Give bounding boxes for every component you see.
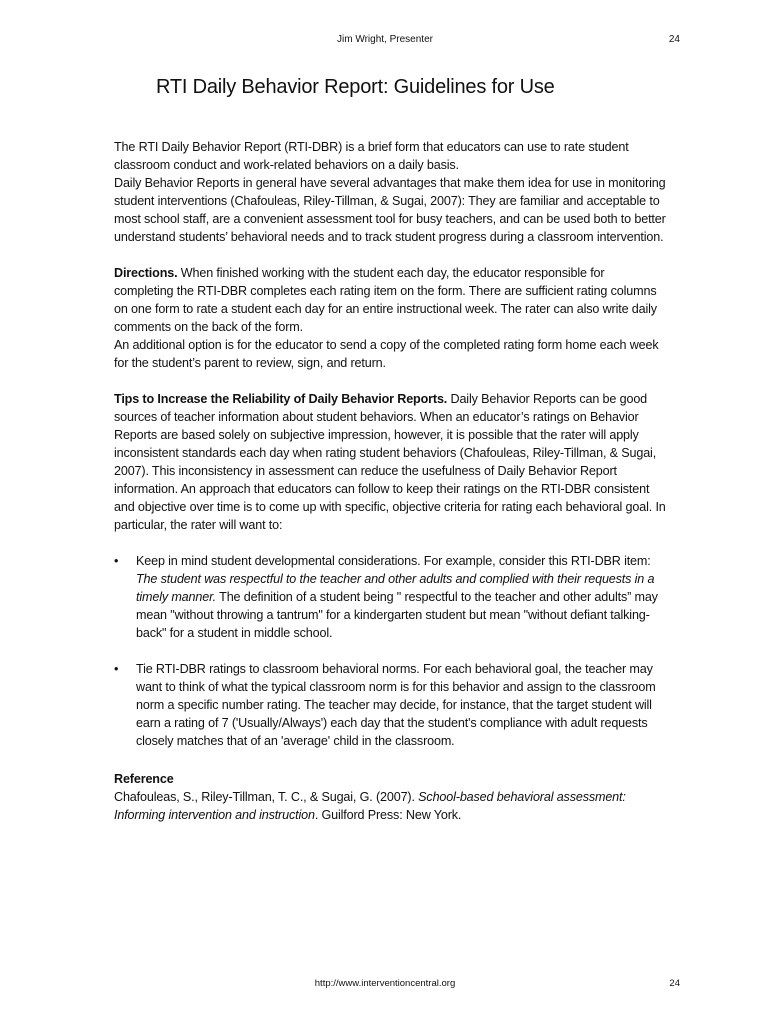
header-presenter: Jim Wright, Presenter: [337, 34, 433, 45]
intro-paragraph-2: Daily Behavior Reports in general have several advantages that make them idea for use in monitoring student interventions (Chafouleas, Riley-Tillman, & Sugai, 2007): They are familiar and acceptable to most school staff, are a convenient assessment tool for busy teachers, and can be used both to better understand students’ behavioral needs and to track student progress during a classroom intervention.: [114, 176, 666, 244]
tips-text: Daily Behavior Reports can be good sources of teacher information about student behaviors. When an educator’s ratings on Behavior Reports are based solely on subjective impression, however, it is possible that the rater will apply inconsistent standards each day when rating student behaviors (Chafouleas, Riley-Tillman, & Sugai, 2007). This inconsistency in assessment can reduce the usefulness of Daily Behavior Report information. An approach that educators can follow to keep their ratings on the RTI-DBR consistent and objective over time is to come up with specific, objective criteria for rating each behavioral goal. In particular, the rater will want to:: [114, 392, 666, 532]
bullet-marker: •: [114, 662, 119, 676]
intro-paragraph-1: The RTI Daily Behavior Report (RTI-DBR) is a brief form that educators can use to rate student classroom conduct and work-related behaviors on a daily basis.: [114, 140, 629, 172]
tips-bullet-list: [114, 552, 666, 750]
page-title: RTI Daily Behavior Report: Guidelines for Use: [156, 76, 555, 98]
bullet-item-developmental: [114, 552, 666, 642]
bullet-example-item: The student was respectful to the teacher and other adults and complied with their requests in a timely manner.: [136, 572, 655, 604]
directions-heading: Directions.: [114, 266, 178, 280]
tips-heading: Tips to Increase the Reliability of Daily Behavior Reports.: [114, 392, 448, 406]
reference-heading: [114, 770, 666, 788]
bullet-marker: •: [114, 554, 119, 568]
bullet-item-norms: [114, 660, 666, 750]
bullet-lead-text: Tie RTI-DBR ratings to classroom behavioral norms. For each behavioral goal, the teacher may want to think of what the typical classroom norm is for this behavior and assign to the classroom norm a specific number rating. The teacher may decide, for instance, that the target student will earn a rating of 7 ('Usually/Always') each day that the student's compliance with adult requests closely matches that of an 'average' child in the classroom.: [136, 662, 656, 748]
reference-book-title: School-based behavioral assessment: Informing intervention and instruction: [114, 790, 626, 822]
directions-paragraph-1: [114, 264, 666, 336]
document-body: [114, 138, 666, 824]
bullet-tail-text: The definition of a student being " respectful to the teacher and other adults” may mean "without throwing a tantrum" for a kindergarten student but mean "without defiant talking-back" for a student in middle school.: [136, 590, 658, 640]
directions-paragraph-2: An additional option is for the educator to send a copy of the completed rating form home each week for the student’s parent to review, sign, and return.: [114, 338, 659, 370]
reference-citation: [114, 788, 666, 824]
reference-heading-text: Reference: [114, 772, 174, 786]
directions-text: When finished working with the student each day, the educator responsible for completing the RTI-DBR completes each rating item on the form. There are sufficient rating columns on one form to rate a student each day for an entire instructional week. The rater can also write daily comments on the back of the form.: [114, 266, 657, 334]
reference-publisher: . Guilford Press: New York.: [314, 808, 462, 822]
tips-paragraph: [114, 390, 666, 534]
reference-authors: Chafouleas, S., Riley-Tillman, T. C., & Sugai, G. (2007).: [114, 790, 419, 804]
footer-page-number: 24: [669, 978, 680, 989]
footer-url-link[interactable]: http://www.interventioncentral.org: [314, 978, 456, 989]
page-header: [0, 34, 770, 48]
header-page-number: 24: [668, 34, 680, 45]
bullet-lead-text: Keep in mind student developmental considerations. For example, consider this RTI-DBR item:: [136, 554, 651, 568]
